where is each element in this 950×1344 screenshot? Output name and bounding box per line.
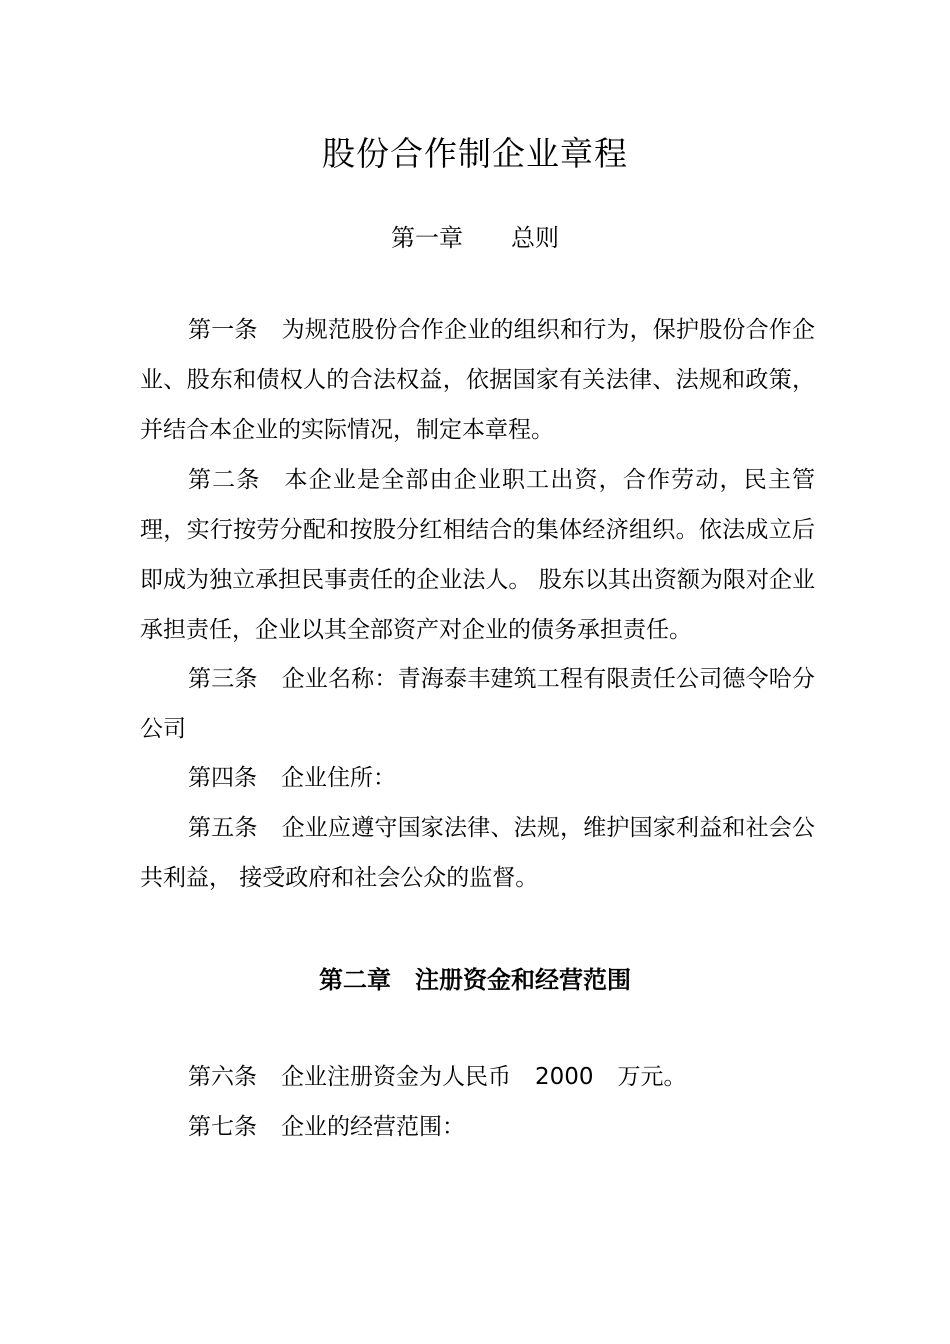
article-1-label: 第一条 [188,317,258,343]
chapter-1-name: 总则 [511,224,559,252]
article-3-text: 企业名称：青海泰丰建筑工程有限责任公司德令哈分公司 [140,666,816,742]
chapter-2-name: 注册资金和经营范围 [415,966,631,994]
article-2-label: 第二条 [188,467,261,493]
article-2-text: 本企业是全部由企业职工出资，合作劳动，民主管理，实行按劳分配和按股分红相结合的集体经济组织。依法成立后即成为独立承担民事责任的企业法人。 股东以其出资额为限对企业承担责任，企业以其全部资产对企业的债务承担责任。 [140,467,815,643]
article-1 [140,305,815,455]
article-5 [140,803,815,903]
article-4-label: 第四条 [188,765,257,791]
article-7-text: 企业的经营范围： [281,1114,465,1140]
article-7-label: 第七条 [188,1114,257,1140]
document-title: 股份合作制企业章程 [322,134,628,173]
article-6-text-before: 企业注册资金为人民币 [281,1064,511,1090]
article-4 [140,753,815,803]
chapter-2-number: 第二章 [319,966,391,994]
article-6 [140,1052,815,1102]
article-4-text: 企业住所： [281,765,396,791]
article-5-text: 企业应遵守国家法律、法规，维护国家利益和社会公共利益， 接受政府和社会公众的监督。 [140,815,816,891]
article-2 [140,455,815,655]
registered-capital-amount: 2000 [535,1064,594,1090]
article-5-label: 第五条 [188,815,258,841]
article-1-text: 为规范股份合作企业的组织和行为，保护股份合作企业、股东和债权人的合法权益，依据国家有关法律、法规和政策，并结合本企业的实际情况，制定本章程。 [140,317,816,443]
article-7 [140,1102,815,1152]
article-3-label: 第三条 [188,666,258,692]
article-6-text-after: 万元。 [617,1064,687,1090]
chapter-2-heading [0,960,950,995]
chapter-1-heading [0,218,950,253]
chapter-1-number: 第一章 [391,224,463,252]
article-6-label: 第六条 [188,1064,257,1090]
article-3 [140,654,815,754]
